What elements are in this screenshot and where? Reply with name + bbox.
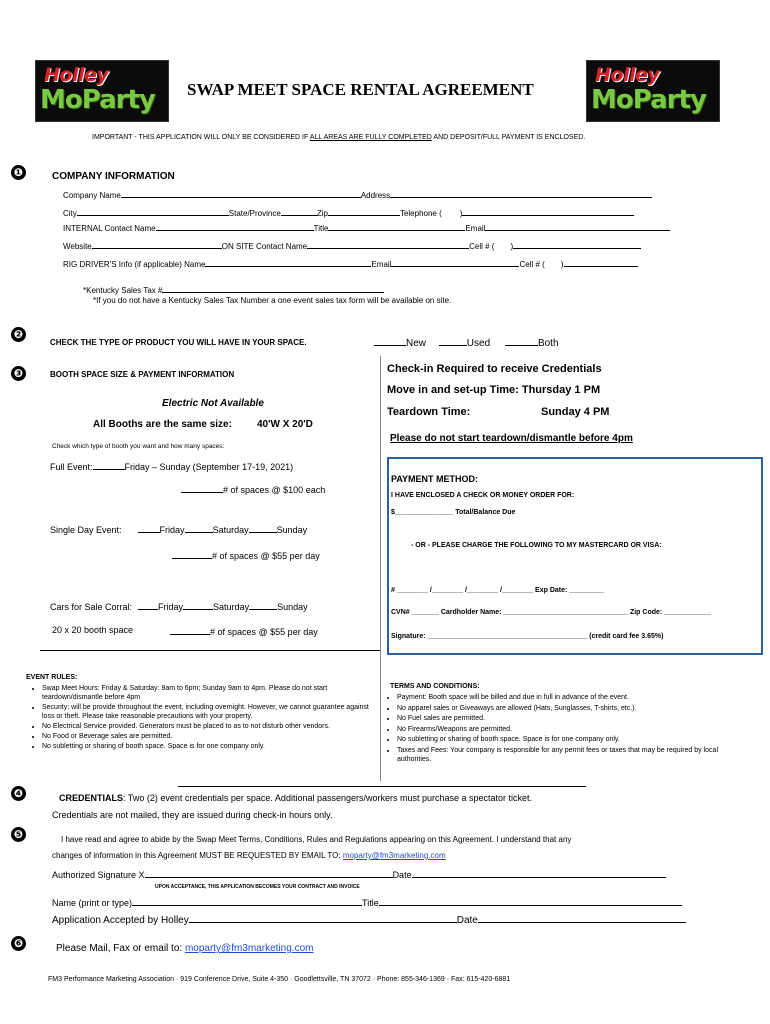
teardown-value: Sunday 4 PM — [541, 406, 610, 418]
cell-field-1[interactable] — [513, 239, 641, 249]
credentials-text-2: Credentials are not mailed, they are issued during check-in hours only. — [52, 810, 333, 820]
single-day-spaces-field[interactable] — [172, 549, 212, 559]
terms-list — [388, 693, 723, 766]
single-day-spaces-row: # of spaces @ $55 per day — [172, 549, 320, 561]
event-rule-item: • Security: will be provide throughout the event, including overnight. However, we cannot guarantee against loss or theft. Please take reasonable precautions with your property. — [42, 703, 378, 721]
event-rule-item: • Swap Meet Hours: Friday & Saturday: 9am to 6pm; Sunday 9am to 4pm. Please do not start teardown/dismantle before 4pm — [42, 684, 378, 702]
holley-moparty-logo-left — [35, 60, 169, 122]
sales-tax-field[interactable] — [162, 283, 384, 293]
used-checkbox[interactable] — [439, 336, 467, 346]
logo-moparty-text: MoParty — [591, 85, 706, 115]
tax-row: *Kentucky Sales Tax # — [83, 283, 384, 295]
section-number-4: ❹ — [11, 786, 26, 801]
same-size-label: All Booths are the same size: — [93, 419, 232, 430]
title-field[interactable] — [328, 221, 465, 231]
name-print-field[interactable] — [132, 896, 362, 906]
logo-holley-text: Holley — [44, 64, 109, 86]
accepted-by-row: Application Accepted by Holley Date — [52, 913, 686, 926]
both-checkbox[interactable] — [505, 336, 538, 346]
footer-address: FM3 Performance Marketing Association · 919 Conference Drive, Suite 4-350 · Goodlettsville, TN 37072 · Phone: 855-346-1369 · Fax: 615-420-6881 — [48, 976, 511, 983]
section-number-6: ❻ — [11, 936, 26, 951]
checkin-required: Check-in Required to receive Credentials — [387, 363, 602, 375]
terms-item: • No Fuel sales are permitted. — [397, 714, 723, 724]
internal-contact-field[interactable] — [156, 221, 314, 231]
event-rule-item: • No subletting or sharing of booth space. Space is for one company only. — [42, 742, 378, 751]
important-notice: IMPORTANT - THIS APPLICATION WILL ONLY BE CONSIDERED IF ALL AREAS ARE FULLY COMPLETED AND DEPOSIT/FULL PAYMENT IS ENCLOSED. — [92, 134, 586, 141]
payment-total-line[interactable]: $_______________ Total/Balance Due — [391, 509, 516, 516]
cell-field-2[interactable] — [564, 257, 638, 267]
terms-item: • Taxes and Fees: Your company is responsible for any permit fees or taxes that may be required by local authorities. — [397, 746, 723, 765]
single-day-row: Single Day Event: Friday Saturday Sunday — [50, 525, 308, 535]
event-rule-item: • No Food or Beverage sales are permitted. — [42, 732, 378, 741]
terms-item: • No apparel sales or Giveaways are allowed (Hats, Sunglasses, T-shirts, etc.). — [397, 704, 723, 714]
credentials-text: CREDENTIALS: Two (2) event credentials per space. Additional passengers/workers must purchase a spectator ticket. — [59, 793, 533, 803]
holley-moparty-logo-right — [586, 60, 720, 122]
single-friday-checkbox[interactable] — [138, 523, 160, 533]
single-saturday-checkbox[interactable] — [185, 523, 213, 533]
section-divider — [178, 786, 586, 787]
terms-heading: TERMS AND CONDITIONS: — [390, 683, 480, 690]
authorized-signature-field[interactable] — [145, 868, 393, 878]
name-title-field[interactable] — [379, 896, 682, 906]
accepted-date-field[interactable] — [478, 913, 686, 923]
section-number-2: ❷ — [11, 327, 26, 342]
upon-acceptance-note: UPON ACCEPTANCE, THIS APPLICATION BECOMES YOUR CONTRACT AND INVOICE — [155, 884, 360, 890]
card-signature-line[interactable]: Signature: _________________________________________ (credit card fee 3.65%) — [391, 633, 664, 640]
authorized-signature-row: Authorized Signature X Date — [52, 868, 666, 880]
full-event-checkbox[interactable] — [93, 460, 125, 470]
agreement-text-2: changes of information in this Agreement MUST BE REQUESTED BY EMAIL TO: moparty@fm3marketing.com — [52, 851, 446, 860]
move-in-time: Move in and set-up Time: Thursday 1 PM — [387, 384, 601, 396]
section-number-5: ❺ — [11, 827, 26, 842]
payment-method-heading: PAYMENT METHOD: — [391, 474, 479, 484]
company-name-field[interactable] — [121, 188, 361, 198]
card-number-line[interactable]: # ________ /________ /________ /________ Exp Date: _________ — [391, 587, 605, 594]
full-event-spaces-row: # of spaces @ $100 each — [181, 483, 325, 495]
payment-enclosed: I HAVE ENCLOSED A CHECK OR MONEY ORDER FOR: — [391, 492, 575, 499]
booth-divider — [40, 650, 380, 651]
teardown-label: Teardown Time: — [387, 406, 471, 418]
event-rules-heading: EVENT RULES: — [26, 674, 78, 681]
accepted-by-field[interactable] — [189, 913, 457, 923]
telephone-field[interactable] — [462, 206, 634, 216]
electric-note: Electric Not Available — [162, 398, 264, 409]
agreement-email-link[interactable]: moparty@fm3marketing.com — [342, 851, 446, 860]
state-field[interactable] — [281, 206, 317, 216]
booth-heading: BOOTH SPACE SIZE & PAYMENT INFORMATION — [50, 370, 235, 379]
corral-spaces-row: # of spaces @ $55 per day — [170, 625, 318, 637]
address-field[interactable] — [390, 188, 652, 198]
rig-driver-name-field[interactable] — [205, 257, 371, 267]
teardown-warning: Please do not start teardown/dismantle before 4pm — [390, 433, 633, 444]
payment-method-box — [387, 457, 763, 655]
mail-instructions: Please Mail, Fax or email to: moparty@fm3marketing.com — [56, 943, 314, 954]
rig-email-field[interactable] — [391, 257, 519, 267]
city-row: City State/Province Zip Telephone ( ) — [63, 206, 634, 218]
full-event-spaces-field[interactable] — [181, 483, 223, 493]
company-name-row: Company Name Address — [63, 188, 652, 200]
section-number-1: ❶ — [11, 165, 26, 180]
payment-charge-card: - OR - PLEASE CHARGE THE FOLLOWING TO MY MASTERCARD OR VISA: — [411, 542, 662, 549]
corral-spaces-field[interactable] — [170, 625, 210, 635]
product-type-options: New Used Both — [374, 336, 559, 349]
new-checkbox[interactable] — [374, 336, 406, 346]
event-rule-item: • No Electrical Service provided. Generators must be placed to as to not disturb other vendors. — [42, 722, 378, 731]
onsite-contact-field[interactable] — [307, 239, 469, 249]
corral-row: Cars for Sale Corral: Friday Saturday Sunday — [50, 602, 308, 612]
email-field[interactable] — [485, 221, 670, 231]
cvn-line[interactable]: CVN# _______ Cardholder Name: ________________________________ Zip Code: ____________ — [391, 609, 711, 616]
corral-booth-label: 20 x 20 booth space — [52, 625, 134, 635]
booth-check-note: Check which type of booth you want and how many spaces: — [52, 443, 225, 450]
terms-item: • No Firearms/Weapons are permitted. — [397, 725, 723, 735]
corral-friday-checkbox[interactable] — [138, 600, 158, 610]
logo-holley-text: Holley — [595, 64, 660, 86]
zip-field[interactable] — [328, 206, 400, 216]
single-sunday-checkbox[interactable] — [249, 523, 277, 533]
company-info-heading: COMPANY INFORMATION — [52, 171, 175, 182]
rig-driver-row: RIG DRIVER'S Info (if applicable) Name Email Cell # ( ) — [63, 257, 638, 269]
logo-moparty-text: MoParty — [40, 85, 155, 115]
tax-note: *If you do not have a Kentucky Sales Tax Number a one event sales tax form will be available on site. — [93, 296, 452, 305]
terms-item: • Payment: Booth space will be billed and due in full in advance of the event. — [397, 693, 723, 703]
website-row: Website ON SITE Contact Name Cell # ( ) — [63, 239, 641, 251]
terms-item: • No subletting or sharing of booth space. Space is for one company only. — [397, 735, 723, 745]
booth-size: 40'W X 20'D — [257, 419, 313, 430]
event-rules-list — [26, 684, 378, 752]
signature-date-field[interactable] — [412, 868, 666, 878]
website-field[interactable] — [92, 239, 222, 249]
name-print-row: Name (print or type) Title — [52, 896, 682, 908]
city-field[interactable] — [77, 206, 229, 216]
corral-saturday-checkbox[interactable] — [183, 600, 213, 610]
vertical-divider — [380, 356, 381, 781]
mail-email-link[interactable]: moparty@fm3marketing.com — [184, 943, 314, 954]
product-type-heading: CHECK THE TYPE OF PRODUCT YOU WILL HAVE IN YOUR SPACE. — [50, 338, 307, 347]
section-number-3: ❸ — [11, 366, 26, 381]
page-title: SWAP MEET SPACE RENTAL AGREEMENT — [187, 80, 534, 99]
corral-sunday-checkbox[interactable] — [249, 600, 277, 610]
agreement-text-1: I have read and agree to abide by the Swap Meet Terms, Conditions, Rules and Regulations appearing on this Agreement. I understand that any — [61, 835, 572, 844]
full-event-row: Full Event: Friday – Sunday (September 17-19, 2021) — [50, 462, 294, 472]
internal-contact-row: INTERNAL Contact Name Title Email — [63, 221, 670, 233]
